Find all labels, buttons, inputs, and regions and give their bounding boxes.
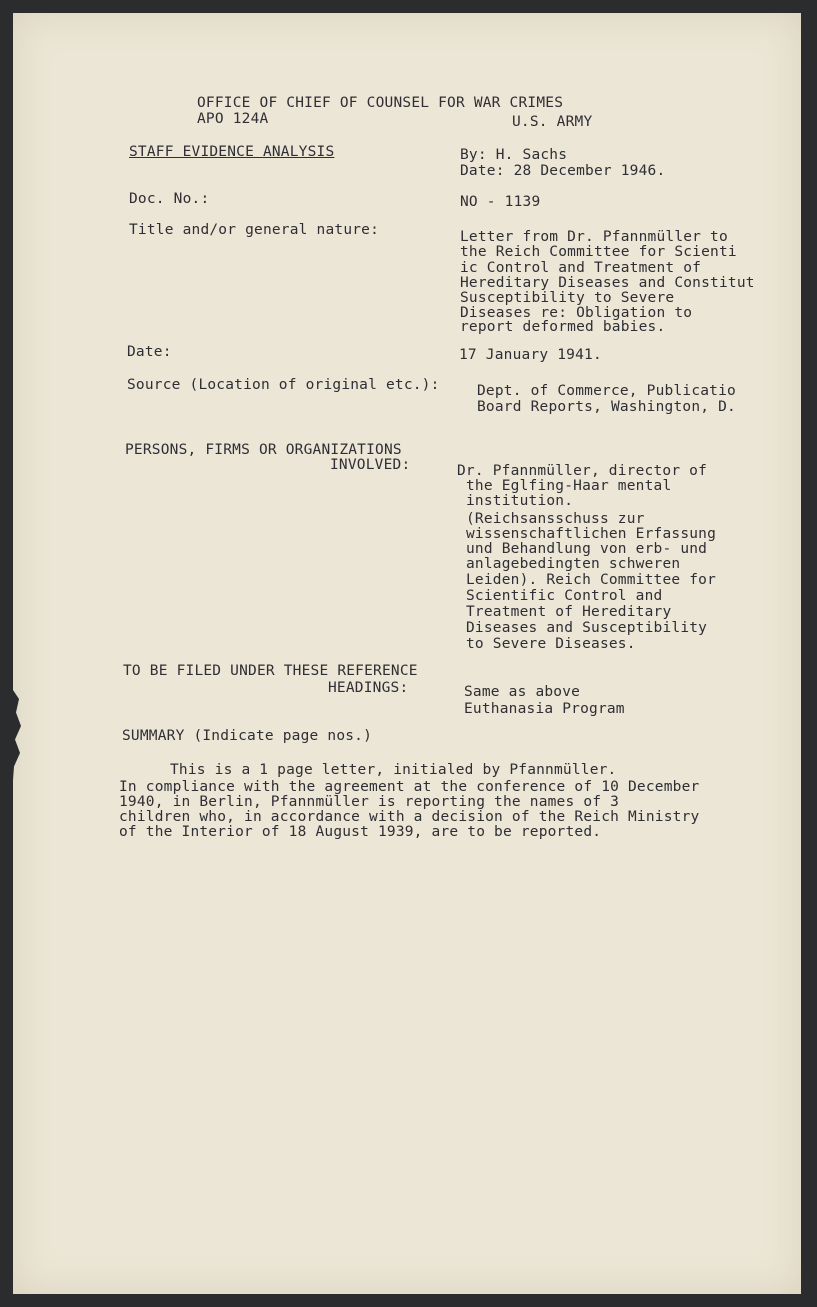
filed-label: TO BE FILED UNDER THESE REFERENCE <box>123 663 418 679</box>
source-line: Dept. of Commerce, Publicatio <box>477 383 736 399</box>
summary-line: children who, in accordance with a decision of the Reich Ministry <box>119 809 700 825</box>
office-heading: OFFICE OF CHIEF OF COUNSEL FOR WAR CRIMES <box>197 95 564 111</box>
persons-line: anlagebedingten schweren <box>466 556 681 572</box>
persons-line: Leiden). Reich Committee for <box>466 572 717 588</box>
title-line: Diseases re: Obligation to <box>460 305 693 321</box>
filed-label-headings: HEADINGS: <box>328 680 409 696</box>
persons-label: PERSONS, FIRMS OR ORGANIZATIONS <box>125 442 402 458</box>
summary-line: In compliance with the agreement at the conference of 10 December <box>119 779 700 795</box>
persons-line: wissenschaftlichen Erfassung <box>466 526 717 542</box>
source-label: Source (Location of original etc.): <box>127 377 440 393</box>
date-value: 17 January 1941. <box>459 347 602 363</box>
title-label: Title and/or general nature: <box>129 222 380 238</box>
analysis-date: Date: 28 December 1946. <box>460 163 666 179</box>
army-label: U.S. ARMY <box>512 114 593 130</box>
persons-line: Dr. Pfannmüller, director of <box>457 463 708 479</box>
persons-line: (Reichsansschuss zur <box>466 511 645 527</box>
summary-line: 1940, in Berlin, Pfannmüller is reporting the names of 3 <box>119 794 620 810</box>
persons-line: institution. <box>466 493 574 509</box>
filed-line: Same as above <box>464 684 581 700</box>
persons-line: the Eglfing-Haar mental <box>466 478 672 494</box>
persons-line: Treatment of Hereditary <box>466 604 672 620</box>
date-label: Date: <box>127 344 172 360</box>
summary-line: of the Interior of 18 August 1939, are to be reported. <box>119 824 602 840</box>
persons-line: Diseases and Susceptibility <box>466 620 708 636</box>
summary-label: SUMMARY (Indicate page nos.) <box>122 728 373 744</box>
doc-no-label: Doc. No.: <box>129 191 210 207</box>
title-line: Letter from Dr. Pfannmüller to <box>460 229 728 245</box>
apo-number: APO 124A <box>197 111 269 127</box>
summary-line: This is a 1 page letter, initialed by Pfannmüller. <box>170 762 617 778</box>
analyst-by: By: H. Sachs <box>460 147 568 163</box>
doc-no-value: NO - 1139 <box>460 194 541 210</box>
persons-line: Scientific Control and <box>466 588 663 604</box>
title-line: ic Control and Treatment of <box>460 260 702 276</box>
staff-evidence-title: STAFF EVIDENCE ANALYSIS <box>129 144 335 160</box>
persons-line: und Behandlung von erb- und <box>466 541 708 557</box>
title-line: the Reich Committee for Scienti <box>460 244 737 260</box>
persons-label-involved: INVOLVED: <box>330 457 411 473</box>
filed-line: Euthanasia Program <box>464 701 625 717</box>
source-line: Board Reports, Washington, D. <box>477 399 736 415</box>
persons-line: to Severe Diseases. <box>466 636 636 652</box>
title-line: Hereditary Diseases and Constitut <box>460 275 755 291</box>
title-line: report deformed babies. <box>460 319 666 335</box>
title-line: Susceptibility to Severe <box>460 290 675 306</box>
